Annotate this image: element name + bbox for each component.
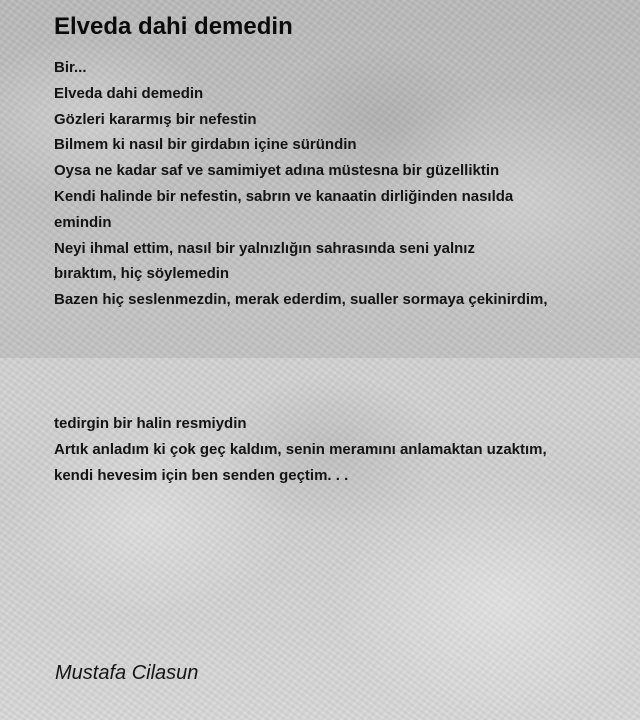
poem-body-bottom bbox=[54, 411, 614, 488]
poem-line: Bazen hiç seslenmezdin, merak ederdim, sualler sormaya çekinirdim, bbox=[54, 291, 548, 309]
poem-line: Kendi halinde bir nefestin, sabrın ve kanaatin dirliğinden nasılda bbox=[54, 187, 514, 205]
poem-line: Artık anladım ki çok geç kaldım, senin meramını anlamaktan uzaktım, bbox=[54, 440, 547, 458]
poem-body-top bbox=[54, 55, 614, 313]
poem-author: Mustafa Cilasun bbox=[55, 662, 199, 684]
poem-line: Bilmem ki nasıl bir girdabın içine süründin bbox=[54, 136, 357, 154]
poem-line: Elveda dahi demedin bbox=[54, 84, 204, 102]
poem-title: Elveda dahi demedin bbox=[54, 13, 293, 40]
poem-line: Gözleri kararmış bir nefestin bbox=[54, 110, 257, 128]
poem-line: Oysa ne kadar saf ve samimiyet adına müstesna bir güzelliktin bbox=[54, 162, 500, 180]
poem-line: emindin bbox=[54, 213, 112, 231]
poem-line: Neyi ihmal ettim, nasıl bir yalnızlığın sahrasında seni yalnız bbox=[54, 239, 475, 257]
poem-line: bıraktım, hiç söylemedin bbox=[54, 265, 230, 283]
poem-line: tedirgin bir halin resmiydin bbox=[54, 415, 247, 432]
poem-line: Bir... bbox=[54, 59, 87, 76]
poem-line: kendi hevesim için ben senden geçtim. . . bbox=[54, 466, 349, 484]
